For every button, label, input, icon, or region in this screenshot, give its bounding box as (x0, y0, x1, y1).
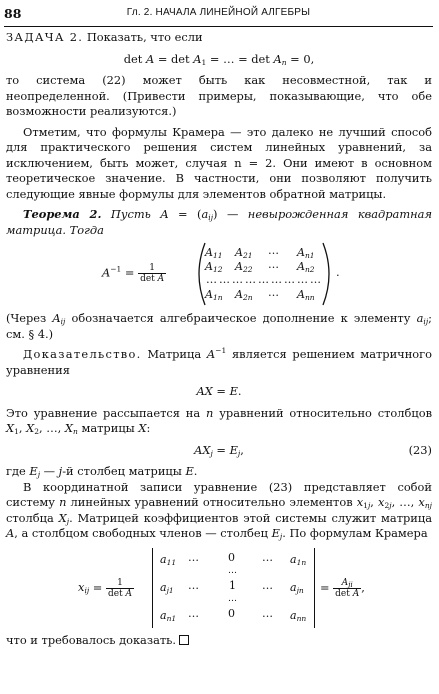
theorem-text-b: — невырожденная квадратная матрица. Тогда (6, 207, 432, 237)
det-right-bar (314, 548, 315, 628)
coord-f: . По формулам Крамера (282, 526, 428, 540)
proof-label: Доказательство. (23, 347, 142, 361)
conclusion (6, 633, 432, 649)
where-b: -й столбец матрицы (62, 464, 182, 478)
chapter-title: Гл. 2. НАЧАЛА ЛИНЕЙНОЙ АЛГЕБРЫ (126, 7, 311, 18)
det-left-bar (152, 548, 153, 628)
proof-text-a: Матрица (147, 347, 202, 361)
qed-square-icon (179, 635, 189, 645)
task-intro-text: Показать, что если (86, 30, 203, 44)
coord-a: В координатной записи уравнение (23) представляет собой систему (6, 479, 432, 509)
split-paragraph: Это уравнение рассыпается на n уравнений относительно столбцов $X_1$, $X_2$, …, $X_n$ матрицы X: (6, 405, 432, 436)
proof-start: Доказательство. Матрица $A^{-1}$ является решением матричного уравнения (6, 346, 432, 377)
matrix-equation: AX = E. (196, 384, 242, 398)
note-a: (Через (6, 311, 47, 325)
note-c: ; см. § 4.) (6, 311, 432, 341)
coordinate-paragraph: В координатной записи уравнение (23) представляет собой систему n линейных уравнений относительно элементов $x_{1j}$, $x_{2j}$, …, $x_{nj}$ столбца $X_j$. Матрицей коэффициентов этой системы служит матрица A, а столбцом свободных членов — столбец $E_j$. По формулам Крамера (6, 479, 432, 541)
coord-e: , а столбцом свободных членов — столбец (14, 526, 268, 540)
coord-b: линейных уравнений относительно элементов (70, 495, 353, 509)
cofactor-note: (Через $A_{ij}$ обозначается алгебраическое дополнение к элементу $a_{ij}$; см. § 4.) (6, 311, 432, 341)
task-intro (6, 30, 432, 46)
where-a: где (6, 464, 26, 478)
split-c: матрицы (81, 421, 135, 435)
equation-number: (23) (408, 442, 432, 457)
proof-text-b: является решением матричного уравнения (6, 347, 432, 377)
conclusion-text: что и требовалось доказать. (6, 632, 176, 647)
page-number: 88 (4, 6, 22, 21)
theorem-text-a: Пусть (110, 207, 151, 221)
coord-d: . Матрицей коэффициентов этой системы служит матрица (69, 510, 432, 525)
task-label: ЗАДАЧА 2. (6, 30, 84, 44)
coord-c: столбца (6, 510, 54, 525)
right-paren (319, 241, 337, 307)
cramer-paragraph: Отметим, что формулы Крамера — это далеко не лучший способ для практического решения систем линейных уравнений, за исключением, быть может, случая n = 2. Они имеют в основном теоретическое значение. В частности, они позволяют получить следующие явные формулы для элементов обратной матрицы. (6, 124, 432, 201)
split-a: Это уравнение рассыпается на (6, 405, 201, 420)
running-header (4, 6, 433, 24)
inverse-matrix-formula: $A^{-1}$ = $\frac{1}{\text{det A}}$ $A_{11}$ $A_{21}$ … $A_{n1}$ $A_{12}$ $A_{22}$ … $A_{n2}$ ……………………… $A_{1n}$ $A_{2n}$ … $A_{nn}$ . (6, 241, 432, 307)
theorem-statement: Теорема 2. Пусть $A = (a_{ij})$ — невырожденная квадратная матрица. Тогда (6, 207, 432, 237)
theorem-label: Теорема 2. (23, 207, 102, 221)
equation-23: $AX_j = E_j$, (23) (194, 442, 432, 458)
split-b: уравнений относительно столбцов (219, 405, 432, 420)
header-rule (4, 26, 433, 27)
det-equation: $\det A = \det A_1$ = … = $\det A_n = 0$, (123, 51, 315, 67)
task-text: то система (22) может быть как несовместной, так и неопределенной. (Привести примеры, показывающие, что обе возможности реализуются.) (6, 73, 432, 118)
cramer-formula: $x_{ij}$ = $\frac{1}{\text{det A}}$ $a_{11}$ … 0 … $a_{1n}$ … $a_{j1}$ … 1 … $a_{jn}$ … $a_{n1}$ … 0 … $a_{nn}$ = $\frac{A_{ji}}{\text{det A}}$ , (6, 544, 432, 630)
where-line: где $E_j$ — j-й столбец матрицы E. (6, 464, 198, 479)
note-b: обозначается алгебраическое дополнение к элементу (71, 311, 411, 325)
page-body (6, 30, 432, 648)
